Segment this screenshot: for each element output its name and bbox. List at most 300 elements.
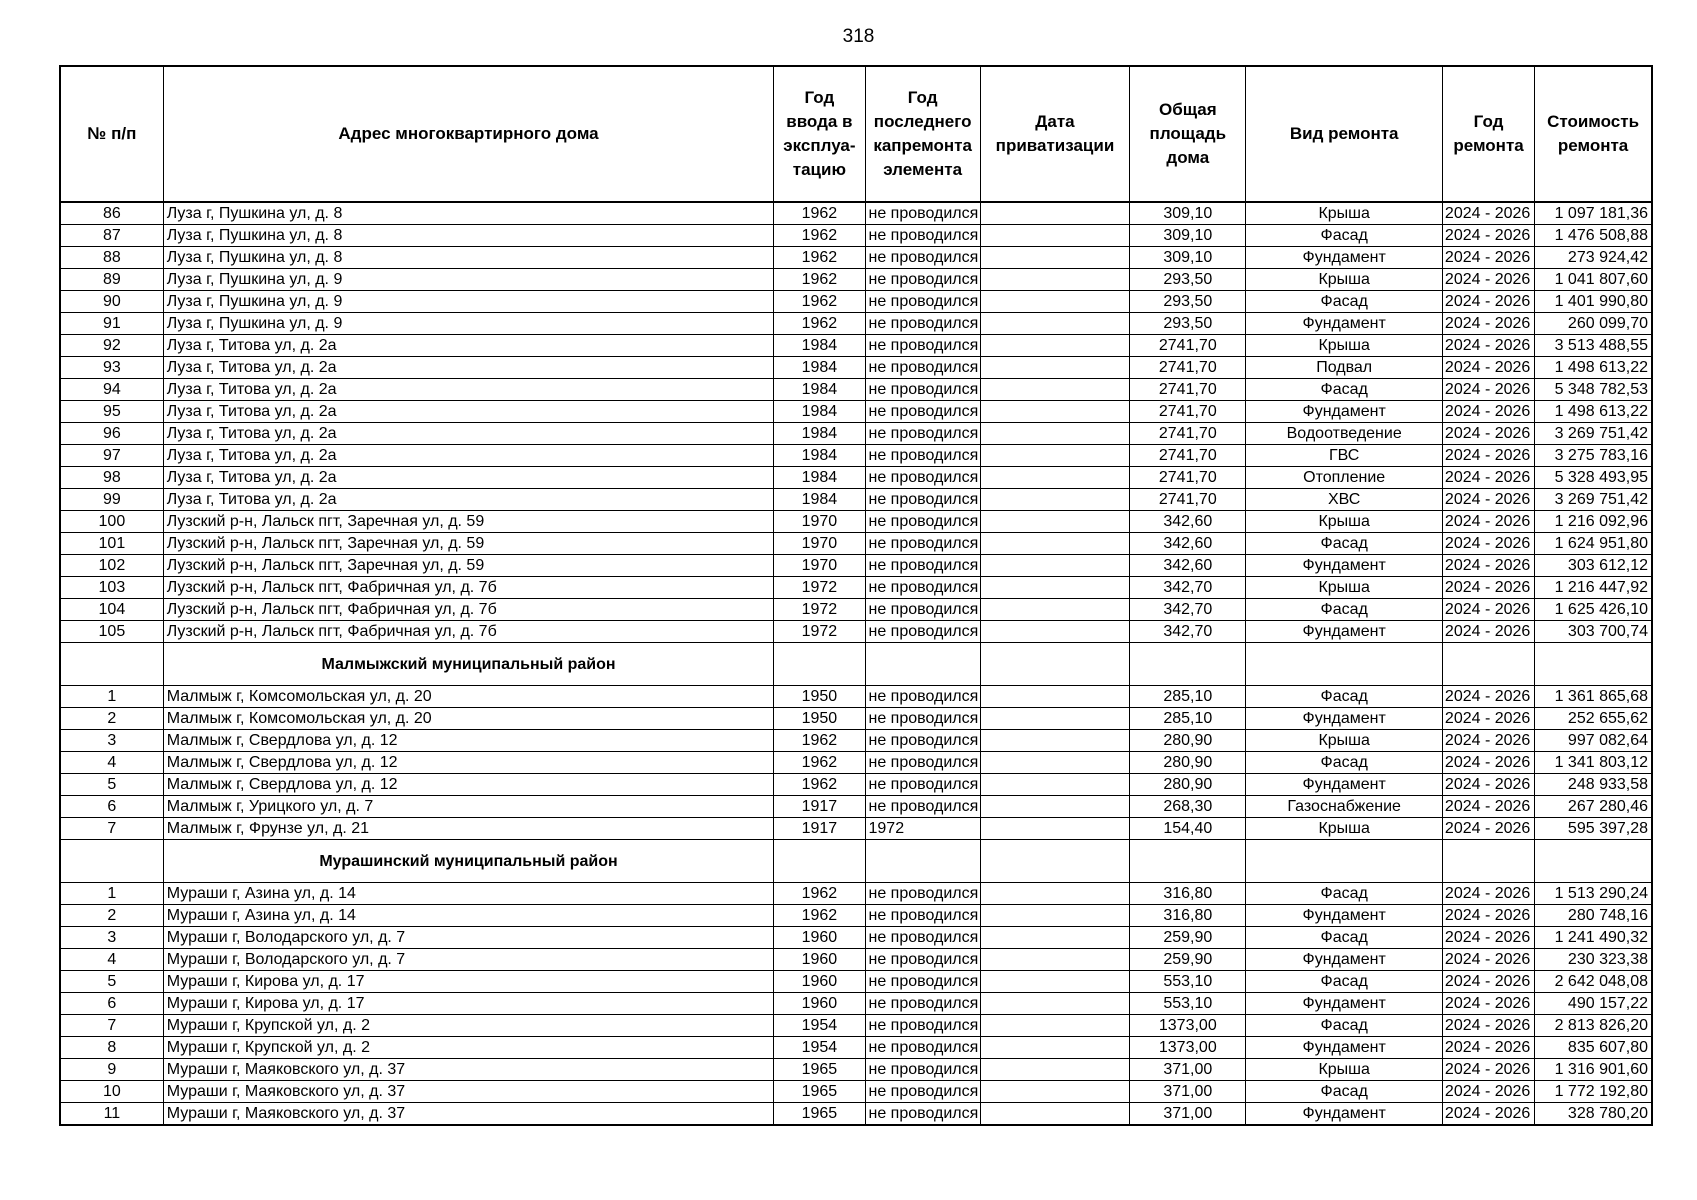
- row-cost: 1 361 865,68: [1535, 686, 1652, 708]
- row-area: 293,50: [1130, 269, 1246, 291]
- row-repair-year: 2024 - 2026: [1442, 796, 1534, 818]
- table-row: [60, 423, 1652, 445]
- row-repair-year: 2024 - 2026: [1442, 489, 1534, 511]
- row-last-repair: не проводился: [865, 599, 980, 621]
- row-last-repair: не проводился: [865, 708, 980, 730]
- row-cost: 260 099,70: [1535, 313, 1652, 335]
- row-privatization: [980, 1015, 1129, 1037]
- row-address: Луза г, Титова ул, д. 2а: [163, 357, 774, 379]
- row-number: 7: [60, 818, 163, 840]
- row-repair-type: Фасад: [1246, 883, 1442, 905]
- row-last-repair: не проводился: [865, 949, 980, 971]
- row-cost: 248 933,58: [1535, 774, 1652, 796]
- row-year-commission: 1984: [774, 423, 865, 445]
- row-cost: 2 813 826,20: [1535, 1015, 1652, 1037]
- row-area: 342,70: [1130, 599, 1246, 621]
- row-last-repair: не проводился: [865, 1103, 980, 1126]
- row-repair-type: ХВС: [1246, 489, 1442, 511]
- row-year-commission: 1960: [774, 971, 865, 993]
- row-area: 1373,00: [1130, 1037, 1246, 1059]
- table-row: [60, 489, 1652, 511]
- row-number: 5: [60, 971, 163, 993]
- row-repair-year: 2024 - 2026: [1442, 1059, 1534, 1081]
- row-number: 101: [60, 533, 163, 555]
- row-privatization: [980, 905, 1129, 927]
- row-privatization: [980, 796, 1129, 818]
- row-year-commission: 1984: [774, 489, 865, 511]
- row-area: 316,80: [1130, 883, 1246, 905]
- table-row: [60, 533, 1652, 555]
- row-year-commission: 1984: [774, 357, 865, 379]
- empty-cell: [1130, 840, 1246, 883]
- row-year-commission: 1950: [774, 708, 865, 730]
- row-repair-type: Фасад: [1246, 752, 1442, 774]
- empty-cell: [1246, 840, 1442, 883]
- row-address: Мураши г, Маяковского ул, д. 37: [163, 1103, 774, 1126]
- row-cost: 267 280,46: [1535, 796, 1652, 818]
- row-privatization: [980, 379, 1129, 401]
- table-row: [60, 269, 1652, 291]
- row-address: Луза г, Титова ул, д. 2а: [163, 467, 774, 489]
- row-cost: 328 780,20: [1535, 1103, 1652, 1126]
- row-area: 2741,70: [1130, 379, 1246, 401]
- row-privatization: [980, 927, 1129, 949]
- row-repair-type: Фундамент: [1246, 708, 1442, 730]
- row-number: 89: [60, 269, 163, 291]
- header-last-repair: Год последнего капремонта элемента: [865, 66, 980, 202]
- table-row: [60, 993, 1652, 1015]
- row-number: 92: [60, 335, 163, 357]
- row-repair-type: Крыша: [1246, 1059, 1442, 1081]
- row-cost: 1 341 803,12: [1535, 752, 1652, 774]
- row-repair-type: Фасад: [1246, 1081, 1442, 1103]
- row-number: 1: [60, 686, 163, 708]
- row-privatization: [980, 335, 1129, 357]
- row-last-repair: не проводился: [865, 1081, 980, 1103]
- row-number: 4: [60, 949, 163, 971]
- row-last-repair: не проводился: [865, 621, 980, 643]
- row-address: Луза г, Титова ул, д. 2а: [163, 401, 774, 423]
- row-address: Луза г, Пушкина ул, д. 9: [163, 313, 774, 335]
- row-address: Лузский р-н, Лальск пгт, Фабричная ул, д. 7б: [163, 577, 774, 599]
- row-repair-type: Фундамент: [1246, 1103, 1442, 1126]
- row-repair-year: 2024 - 2026: [1442, 445, 1534, 467]
- row-last-repair: не проводился: [865, 686, 980, 708]
- row-repair-type: Крыша: [1246, 730, 1442, 752]
- row-year-commission: 1950: [774, 686, 865, 708]
- row-repair-year: 2024 - 2026: [1442, 247, 1534, 269]
- row-cost: 3 275 783,16: [1535, 445, 1652, 467]
- row-number: 99: [60, 489, 163, 511]
- row-number: 90: [60, 291, 163, 313]
- empty-cell: [774, 643, 865, 686]
- table-row: [60, 708, 1652, 730]
- empty-cell: [774, 840, 865, 883]
- row-number: 4: [60, 752, 163, 774]
- row-privatization: [980, 621, 1129, 643]
- row-area: 2741,70: [1130, 401, 1246, 423]
- row-number: 86: [60, 202, 163, 225]
- row-last-repair: не проводился: [865, 511, 980, 533]
- repair-table: [59, 65, 1653, 1126]
- row-address: Лузский р-н, Лальск пгт, Фабричная ул, д. 7б: [163, 621, 774, 643]
- row-last-repair: не проводился: [865, 905, 980, 927]
- row-repair-year: 2024 - 2026: [1442, 225, 1534, 247]
- row-repair-year: 2024 - 2026: [1442, 357, 1534, 379]
- row-area: 259,90: [1130, 927, 1246, 949]
- table-row: [60, 313, 1652, 335]
- row-repair-year: 2024 - 2026: [1442, 1081, 1534, 1103]
- row-last-repair: не проводился: [865, 357, 980, 379]
- row-address: Малмыж г, Комсомольская ул, д. 20: [163, 708, 774, 730]
- row-year-commission: 1954: [774, 1015, 865, 1037]
- row-repair-year: 2024 - 2026: [1442, 401, 1534, 423]
- row-address: Малмыж г, Комсомольская ул, д. 20: [163, 686, 774, 708]
- table-row: [60, 577, 1652, 599]
- row-repair-year: 2024 - 2026: [1442, 1037, 1534, 1059]
- row-last-repair: не проводился: [865, 796, 980, 818]
- row-area: 342,60: [1130, 555, 1246, 577]
- row-last-repair: не проводился: [865, 730, 980, 752]
- row-cost: 1 316 901,60: [1535, 1059, 1652, 1081]
- row-year-commission: 1962: [774, 883, 865, 905]
- row-area: 342,70: [1130, 577, 1246, 599]
- table-row: [60, 291, 1652, 313]
- row-last-repair: не проводился: [865, 379, 980, 401]
- row-year-commission: 1970: [774, 555, 865, 577]
- row-repair-year: 2024 - 2026: [1442, 818, 1534, 840]
- empty-cell: [1442, 643, 1534, 686]
- row-repair-year: 2024 - 2026: [1442, 905, 1534, 927]
- empty-cell: [1130, 643, 1246, 686]
- row-address: Луза г, Титова ул, д. 2а: [163, 489, 774, 511]
- row-repair-year: 2024 - 2026: [1442, 533, 1534, 555]
- row-repair-type: Крыша: [1246, 818, 1442, 840]
- row-repair-year: 2024 - 2026: [1442, 883, 1534, 905]
- row-year-commission: 1972: [774, 621, 865, 643]
- row-privatization: [980, 555, 1129, 577]
- row-repair-year: 2024 - 2026: [1442, 621, 1534, 643]
- row-repair-year: 2024 - 2026: [1442, 423, 1534, 445]
- row-year-commission: 1965: [774, 1081, 865, 1103]
- row-number: 88: [60, 247, 163, 269]
- row-repair-type: Фундамент: [1246, 247, 1442, 269]
- row-area: 371,00: [1130, 1081, 1246, 1103]
- row-repair-year: 2024 - 2026: [1442, 752, 1534, 774]
- row-repair-year: 2024 - 2026: [1442, 774, 1534, 796]
- table-row: [60, 796, 1652, 818]
- row-area: 316,80: [1130, 905, 1246, 927]
- table-row: [60, 247, 1652, 269]
- row-privatization: [980, 357, 1129, 379]
- row-number: 7: [60, 1015, 163, 1037]
- row-cost: 1 476 508,88: [1535, 225, 1652, 247]
- row-address: Мураши г, Кирова ул, д. 17: [163, 993, 774, 1015]
- row-number: 96: [60, 423, 163, 445]
- row-repair-year: 2024 - 2026: [1442, 949, 1534, 971]
- row-privatization: [980, 423, 1129, 445]
- row-area: 309,10: [1130, 225, 1246, 247]
- row-area: 280,90: [1130, 730, 1246, 752]
- row-area: 553,10: [1130, 993, 1246, 1015]
- row-area: 268,30: [1130, 796, 1246, 818]
- row-cost: 1 241 490,32: [1535, 927, 1652, 949]
- row-privatization: [980, 708, 1129, 730]
- row-cost: 2 642 048,08: [1535, 971, 1652, 993]
- row-privatization: [980, 533, 1129, 555]
- row-last-repair: не проводился: [865, 401, 980, 423]
- row-area: 280,90: [1130, 774, 1246, 796]
- row-year-commission: 1984: [774, 467, 865, 489]
- row-year-commission: 1962: [774, 313, 865, 335]
- row-area: 309,10: [1130, 202, 1246, 225]
- empty-cell: [1535, 840, 1652, 883]
- row-number: 3: [60, 927, 163, 949]
- row-area: 259,90: [1130, 949, 1246, 971]
- row-privatization: [980, 883, 1129, 905]
- row-number: 93: [60, 357, 163, 379]
- row-repair-year: 2024 - 2026: [1442, 269, 1534, 291]
- row-privatization: [980, 1059, 1129, 1081]
- table-body: [60, 202, 1652, 1125]
- row-year-commission: 1962: [774, 291, 865, 313]
- page-number: 318: [842, 26, 875, 47]
- row-number: 9: [60, 1059, 163, 1081]
- row-cost: 1 513 290,24: [1535, 883, 1652, 905]
- table-row: [60, 225, 1652, 247]
- row-repair-type: Фундамент: [1246, 949, 1442, 971]
- table-header-row: [60, 66, 1652, 202]
- row-last-repair: не проводился: [865, 1015, 980, 1037]
- table-row: [60, 467, 1652, 489]
- row-last-repair: не проводился: [865, 445, 980, 467]
- empty-cell: [60, 643, 163, 686]
- row-last-repair: не проводился: [865, 313, 980, 335]
- row-address: Луза г, Титова ул, д. 2а: [163, 423, 774, 445]
- row-privatization: [980, 686, 1129, 708]
- row-year-commission: 1962: [774, 752, 865, 774]
- row-repair-type: Фасад: [1246, 686, 1442, 708]
- row-address: Луза г, Пушкина ул, д. 8: [163, 225, 774, 247]
- row-repair-year: 2024 - 2026: [1442, 379, 1534, 401]
- row-area: 553,10: [1130, 971, 1246, 993]
- row-area: 285,10: [1130, 686, 1246, 708]
- row-last-repair: не проводился: [865, 577, 980, 599]
- row-privatization: [980, 949, 1129, 971]
- row-privatization: [980, 445, 1129, 467]
- section-row: [60, 643, 1652, 686]
- row-cost: 303 612,12: [1535, 555, 1652, 577]
- header-num: № п/п: [60, 66, 163, 202]
- row-repair-type: Фундамент: [1246, 555, 1442, 577]
- row-area: 309,10: [1130, 247, 1246, 269]
- row-last-repair: не проводился: [865, 269, 980, 291]
- row-number: 95: [60, 401, 163, 423]
- table-row: [60, 774, 1652, 796]
- empty-cell: [980, 840, 1129, 883]
- row-area: 342,70: [1130, 621, 1246, 643]
- row-repair-type: Крыша: [1246, 511, 1442, 533]
- row-address: Луза г, Пушкина ул, д. 8: [163, 247, 774, 269]
- row-area: 342,60: [1130, 511, 1246, 533]
- row-number: 3: [60, 730, 163, 752]
- row-year-commission: 1972: [774, 599, 865, 621]
- header-address: Адрес многоквартирного дома: [163, 66, 774, 202]
- table-row: [60, 818, 1652, 840]
- row-repair-type: Фасад: [1246, 533, 1442, 555]
- row-repair-year: 2024 - 2026: [1442, 686, 1534, 708]
- row-repair-year: 2024 - 2026: [1442, 202, 1534, 225]
- row-year-commission: 1960: [774, 993, 865, 1015]
- row-repair-type: Фасад: [1246, 1015, 1442, 1037]
- row-privatization: [980, 730, 1129, 752]
- row-privatization: [980, 511, 1129, 533]
- row-address: Малмыж г, Фрунзе ул, д. 21: [163, 818, 774, 840]
- row-year-commission: 1962: [774, 225, 865, 247]
- table-row: [60, 971, 1652, 993]
- row-area: 285,10: [1130, 708, 1246, 730]
- row-area: 2741,70: [1130, 423, 1246, 445]
- header-repair-year: Год ремонта: [1442, 66, 1534, 202]
- row-address: Малмыж г, Свердлова ул, д. 12: [163, 774, 774, 796]
- table-row: [60, 1015, 1652, 1037]
- row-address: Мураши г, Володарского ул, д. 7: [163, 949, 774, 971]
- row-last-repair: не проводился: [865, 883, 980, 905]
- row-last-repair: 1972: [865, 818, 980, 840]
- row-area: 1373,00: [1130, 1015, 1246, 1037]
- table-row: [60, 949, 1652, 971]
- row-repair-year: 2024 - 2026: [1442, 730, 1534, 752]
- empty-cell: [1535, 643, 1652, 686]
- table-row: [60, 445, 1652, 467]
- row-repair-type: Крыша: [1246, 202, 1442, 225]
- row-privatization: [980, 577, 1129, 599]
- row-cost: 1 401 990,80: [1535, 291, 1652, 313]
- row-year-commission: 1970: [774, 511, 865, 533]
- row-address: Луза г, Титова ул, д. 2а: [163, 445, 774, 467]
- row-area: 342,60: [1130, 533, 1246, 555]
- row-address: Луза г, Пушкина ул, д. 9: [163, 269, 774, 291]
- row-privatization: [980, 291, 1129, 313]
- row-privatization: [980, 774, 1129, 796]
- row-number: 100: [60, 511, 163, 533]
- row-number: 97: [60, 445, 163, 467]
- header-year-commission: Год ввода в эксплуа-тацию: [774, 66, 865, 202]
- table-row: [60, 883, 1652, 905]
- row-repair-year: 2024 - 2026: [1442, 467, 1534, 489]
- row-last-repair: не проводился: [865, 555, 980, 577]
- row-privatization: [980, 1103, 1129, 1126]
- row-cost: 273 924,42: [1535, 247, 1652, 269]
- row-area: 2741,70: [1130, 335, 1246, 357]
- row-repair-year: 2024 - 2026: [1442, 971, 1534, 993]
- row-address: Малмыж г, Свердлова ул, д. 12: [163, 730, 774, 752]
- row-address: Луза г, Титова ул, д. 2а: [163, 335, 774, 357]
- empty-cell: [60, 840, 163, 883]
- row-repair-year: 2024 - 2026: [1442, 1103, 1534, 1126]
- header-privatization: Дата приватизации: [980, 66, 1129, 202]
- section-title: Малмыжский муниципальный район: [163, 643, 774, 686]
- row-repair-type: Фасад: [1246, 291, 1442, 313]
- table-row: [60, 357, 1652, 379]
- row-year-commission: 1960: [774, 927, 865, 949]
- row-address: Малмыж г, Урицкого ул, д. 7: [163, 796, 774, 818]
- row-last-repair: не проводился: [865, 225, 980, 247]
- row-repair-type: Фасад: [1246, 379, 1442, 401]
- table-row: [60, 730, 1652, 752]
- table-row: [60, 555, 1652, 577]
- row-number: 2: [60, 905, 163, 927]
- row-year-commission: 1970: [774, 533, 865, 555]
- row-address: Мураши г, Маяковского ул, д. 37: [163, 1059, 774, 1081]
- row-last-repair: не проводился: [865, 774, 980, 796]
- row-area: 2741,70: [1130, 445, 1246, 467]
- row-number: 5: [60, 774, 163, 796]
- row-cost: 1 625 426,10: [1535, 599, 1652, 621]
- row-last-repair: не проводился: [865, 971, 980, 993]
- row-privatization: [980, 225, 1129, 247]
- row-year-commission: 1965: [774, 1103, 865, 1126]
- row-number: 102: [60, 555, 163, 577]
- table-row: [60, 927, 1652, 949]
- row-repair-type: Фундамент: [1246, 401, 1442, 423]
- header-repair-type: Вид ремонта: [1246, 66, 1442, 202]
- row-repair-year: 2024 - 2026: [1442, 313, 1534, 335]
- row-cost: 1 772 192,80: [1535, 1081, 1652, 1103]
- row-repair-year: 2024 - 2026: [1442, 708, 1534, 730]
- row-repair-type: Фундамент: [1246, 313, 1442, 335]
- row-privatization: [980, 489, 1129, 511]
- row-privatization: [980, 1081, 1129, 1103]
- header-cost: Стоимость ремонта: [1535, 66, 1652, 202]
- row-repair-type: Подвал: [1246, 357, 1442, 379]
- row-address: Мураши г, Крупской ул, д. 2: [163, 1037, 774, 1059]
- row-cost: 3 513 488,55: [1535, 335, 1652, 357]
- row-cost: 5 348 782,53: [1535, 379, 1652, 401]
- row-privatization: [980, 202, 1129, 225]
- row-cost: 5 328 493,95: [1535, 467, 1652, 489]
- row-area: 293,50: [1130, 313, 1246, 335]
- row-privatization: [980, 993, 1129, 1015]
- empty-cell: [1442, 840, 1534, 883]
- table-row: [60, 1037, 1652, 1059]
- row-last-repair: не проводился: [865, 291, 980, 313]
- row-year-commission: 1984: [774, 401, 865, 423]
- row-year-commission: 1984: [774, 335, 865, 357]
- row-repair-year: 2024 - 2026: [1442, 291, 1534, 313]
- empty-cell: [1246, 643, 1442, 686]
- row-repair-type: Фундамент: [1246, 774, 1442, 796]
- row-repair-type: Фасад: [1246, 225, 1442, 247]
- row-cost: 1 216 092,96: [1535, 511, 1652, 533]
- row-number: 6: [60, 796, 163, 818]
- row-cost: 490 157,22: [1535, 993, 1652, 1015]
- row-year-commission: 1965: [774, 1059, 865, 1081]
- row-cost: 230 323,38: [1535, 949, 1652, 971]
- row-repair-type: Фундамент: [1246, 993, 1442, 1015]
- row-cost: 1 216 447,92: [1535, 577, 1652, 599]
- row-last-repair: не проводился: [865, 467, 980, 489]
- row-area: 2741,70: [1130, 467, 1246, 489]
- table-row: [60, 511, 1652, 533]
- row-year-commission: 1962: [774, 247, 865, 269]
- row-year-commission: 1984: [774, 445, 865, 467]
- table-row: [60, 752, 1652, 774]
- row-repair-year: 2024 - 2026: [1442, 555, 1534, 577]
- table-row: [60, 401, 1652, 423]
- row-area: 371,00: [1130, 1103, 1246, 1126]
- row-privatization: [980, 269, 1129, 291]
